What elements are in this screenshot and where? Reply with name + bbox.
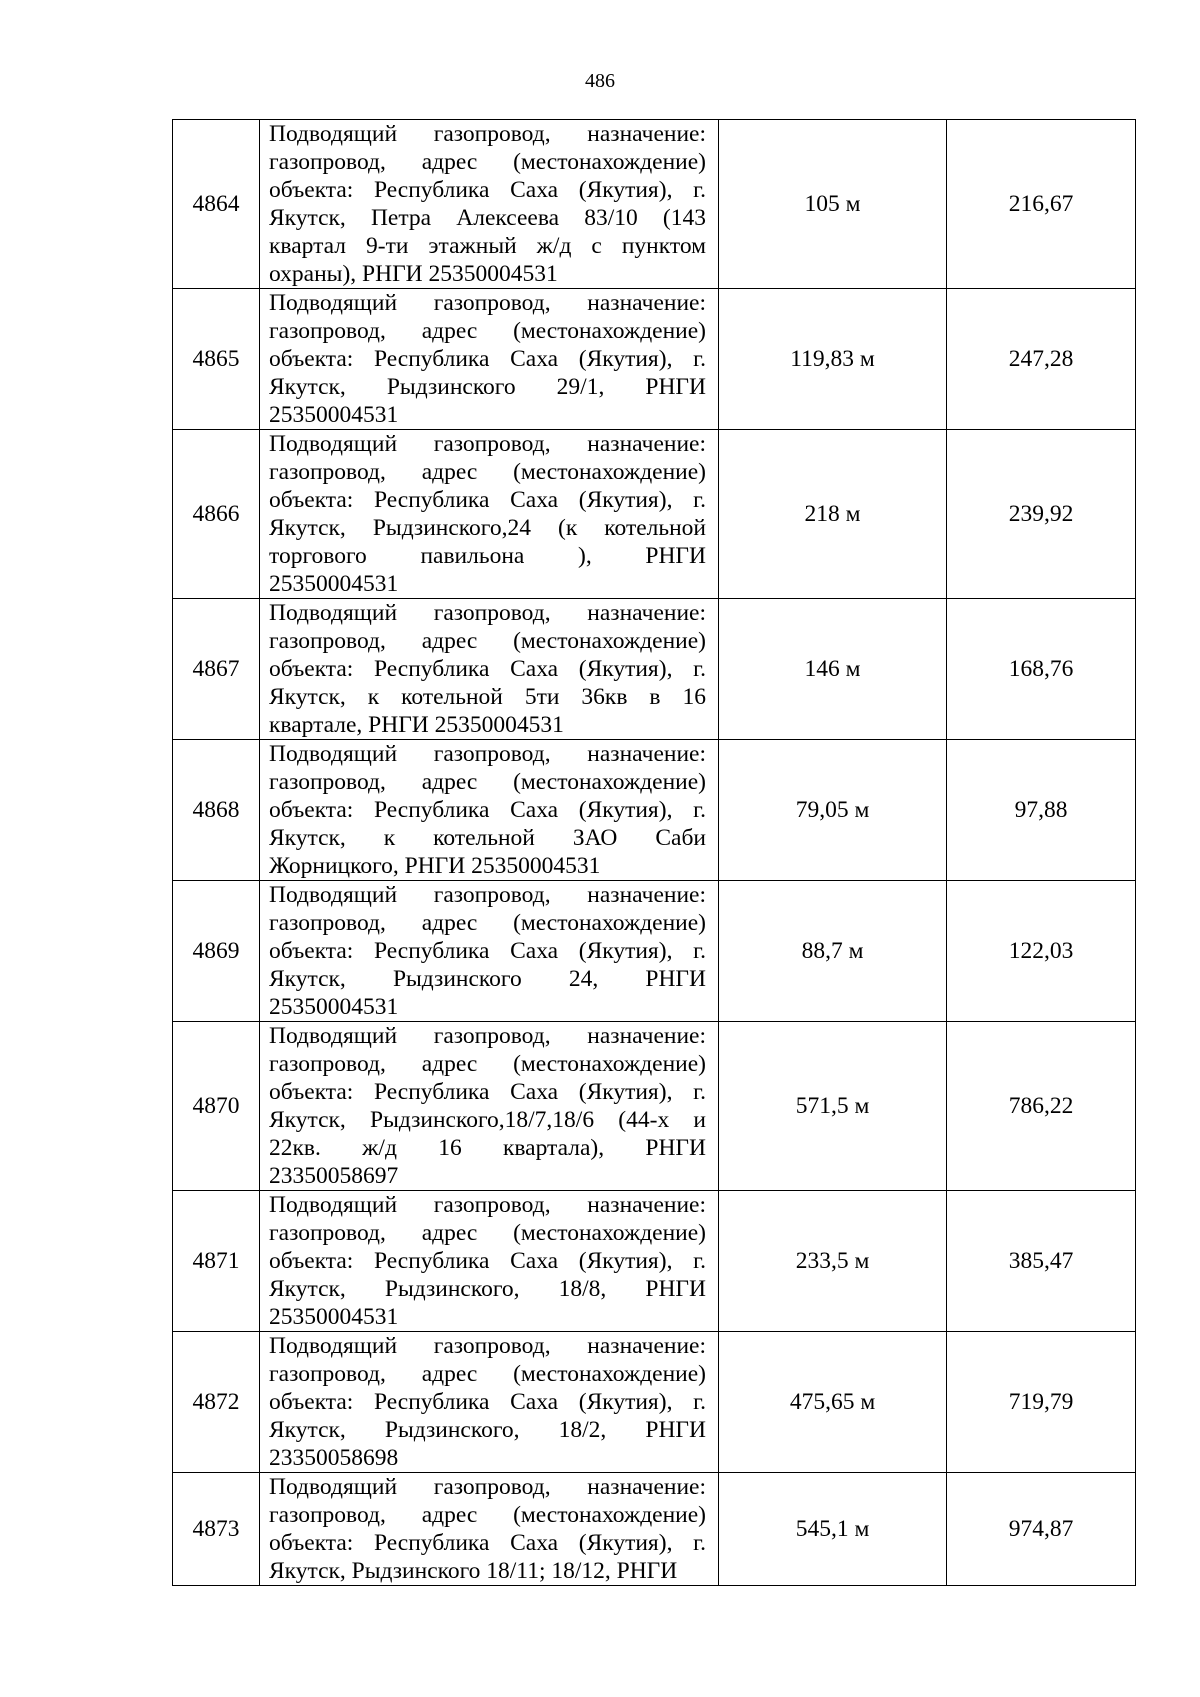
table-row [173,599,1136,740]
description-line: Якутск, Рыдзинского,18/7,18/6 (44-х и [269,1107,706,1133]
table-row [173,1473,1136,1586]
description-line: объекта: Республика Саха (Якутия), г. [269,487,706,513]
description-line: Якутск, Рыдзинского, 18/8, РНГИ [269,1276,706,1302]
object-description [260,289,719,430]
description-line: газопровод, адрес (местонахождение) [269,1220,706,1246]
description-line: газопровод, адрес (местонахождение) [269,318,706,344]
description-line: торгового павильона ), РНГИ [269,543,706,569]
description-line: газопровод, адрес (местонахождение) [269,1051,706,1077]
description-line: газопровод, адрес (местонахождение) [269,628,706,654]
description-line: 25350004531 [269,571,399,597]
row-number: 4868 [173,740,260,881]
object-value: 385,47 [947,1191,1136,1332]
description-line: Подводящий газопровод, назначение: [269,600,706,626]
registry-table [172,119,1136,1586]
row-number: 4873 [173,1473,260,1586]
description-line: объекта: Республика Саха (Якутия), г. [269,346,706,372]
pipeline-length: 233,5 м [719,1191,947,1332]
object-description [260,1191,719,1332]
description-line: 22кв. ж/д 16 квартала), РНГИ [269,1135,706,1161]
row-number: 4866 [173,430,260,599]
table-row [173,881,1136,1022]
row-number: 4872 [173,1332,260,1473]
description-line: 23350058698 [269,1445,399,1471]
pipeline-length: 79,05 м [719,740,947,881]
description-line: Якутск, Рыдзинского 18/11; 18/12, РНГИ [269,1558,678,1584]
description-line: объекта: Республика Саха (Якутия), г. [269,1530,706,1556]
row-number: 4865 [173,289,260,430]
description-line: 25350004531 [269,1304,399,1330]
pipeline-length: 475,65 м [719,1332,947,1473]
description-line: Якутск, к котельной 5ти 36кв в 16 [269,684,706,710]
description-line: объекта: Республика Саха (Якутия), г. [269,1389,706,1415]
description-line: Подводящий газопровод, назначение: [269,882,706,908]
table-row [173,430,1136,599]
description-line: объекта: Республика Саха (Якутия), г. [269,797,706,823]
description-line: объекта: Республика Саха (Якутия), г. [269,1248,706,1274]
description-line: Якутск, Петра Алексеева 83/10 (143 [269,205,706,231]
pipeline-length: 88,7 м [719,881,947,1022]
description-line: Жорницкого, РНГИ 25350004531 [269,853,601,879]
object-description [260,740,719,881]
pipeline-length: 119,83 м [719,289,947,430]
description-line: Якутск, к котельной ЗАО Саби [269,825,706,851]
page-number: 486 [585,70,615,92]
object-description [260,430,719,599]
description-line: Подводящий газопровод, назначение: [269,431,706,457]
pipeline-length: 105 м [719,120,947,289]
table-row [173,1332,1136,1473]
object-value: 122,03 [947,881,1136,1022]
description-line: газопровод, адрес (местонахождение) [269,1502,706,1528]
object-value: 786,22 [947,1022,1136,1191]
object-value: 239,92 [947,430,1136,599]
pipeline-length: 571,5 м [719,1022,947,1191]
description-line: газопровод, адрес (местонахождение) [269,769,706,795]
description-line: 23350058697 [269,1163,399,1189]
object-description [260,881,719,1022]
object-description [260,120,719,289]
object-description [260,1332,719,1473]
description-line: объекта: Республика Саха (Якутия), г. [269,177,706,203]
description-line: квартале, РНГИ 25350004531 [269,712,564,738]
row-number: 4867 [173,599,260,740]
object-value: 247,28 [947,289,1136,430]
object-value: 719,79 [947,1332,1136,1473]
row-number: 4869 [173,881,260,1022]
description-line: объекта: Республика Саха (Якутия), г. [269,656,706,682]
description-line: газопровод, адрес (местонахождение) [269,910,706,936]
pipeline-length: 218 м [719,430,947,599]
row-number: 4864 [173,120,260,289]
description-line: Подводящий газопровод, назначение: [269,1474,706,1500]
description-line: 25350004531 [269,402,399,428]
description-line: Подводящий газопровод, назначение: [269,1192,706,1218]
description-line: Подводящий газопровод, назначение: [269,1023,706,1049]
description-line: газопровод, адрес (местонахождение) [269,1361,706,1387]
description-line: квартал 9-ти этажный ж/д с пунктом [269,233,706,259]
description-line: газопровод, адрес (местонахождение) [269,149,706,175]
pipeline-length: 545,1 м [719,1473,947,1586]
object-value: 97,88 [947,740,1136,881]
table-row [173,740,1136,881]
table-row [173,289,1136,430]
object-value: 974,87 [947,1473,1136,1586]
object-value: 216,67 [947,120,1136,289]
description-line: 25350004531 [269,994,399,1020]
row-number: 4871 [173,1191,260,1332]
description-line: Якутск, Рыдзинского 29/1, РНГИ [269,374,706,400]
description-line: газопровод, адрес (местонахождение) [269,459,706,485]
description-line: Подводящий газопровод, назначение: [269,121,706,147]
object-description [260,1473,719,1586]
description-line: Якутск, Рыдзинского 24, РНГИ [269,966,706,992]
description-line: Подводящий газопровод, назначение: [269,1333,706,1359]
description-line: объекта: Республика Саха (Якутия), г. [269,1079,706,1105]
description-line: Якутск, Рыдзинского,24 (к котельной [269,515,706,541]
object-description [260,599,719,740]
description-line: Подводящий газопровод, назначение: [269,741,706,767]
table-row [173,1191,1136,1332]
object-value: 168,76 [947,599,1136,740]
row-number: 4870 [173,1022,260,1191]
pipeline-length: 146 м [719,599,947,740]
object-description [260,1022,719,1191]
description-line: охраны), РНГИ 25350004531 [269,261,558,287]
registry-table-body [173,120,1136,1586]
description-line: Якутск, Рыдзинского, 18/2, РНГИ [269,1417,706,1443]
description-line: Подводящий газопровод, назначение: [269,290,706,316]
table-row [173,1022,1136,1191]
table-row [173,120,1136,289]
description-line: объекта: Республика Саха (Якутия), г. [269,938,706,964]
